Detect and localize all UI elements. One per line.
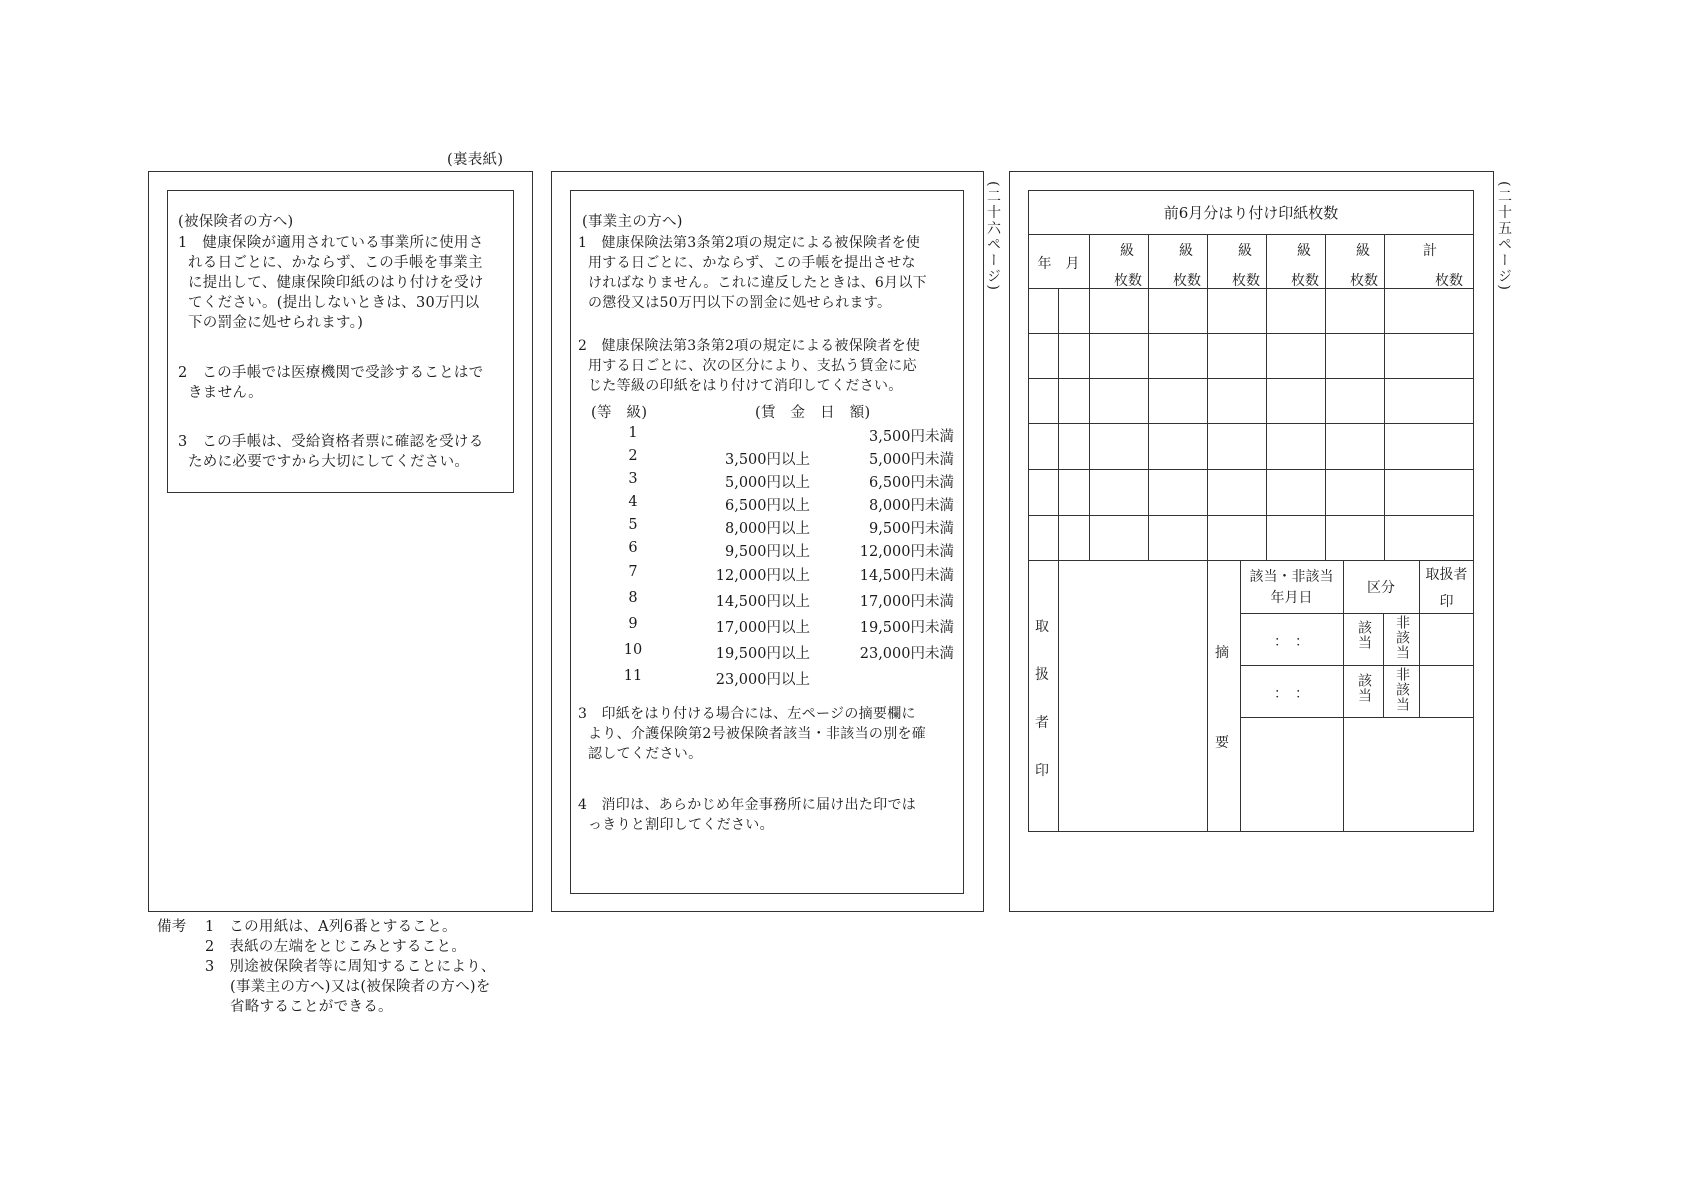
count-header-2: 枚数 <box>1173 273 1201 289</box>
wage-grade: 10 <box>623 642 643 658</box>
remarks-label: 備考 <box>157 919 187 935</box>
wage-from: 3,500円以上 <box>724 452 810 468</box>
grade-header-1: 級 <box>1120 243 1134 259</box>
wage-grade-header: (等 級) <box>591 405 648 421</box>
summary-char: 要 <box>1215 735 1229 751</box>
wage-row <box>578 425 958 445</box>
wage-grade: 4 <box>628 494 638 510</box>
total-count-header: 枚数 <box>1435 273 1463 289</box>
summary-char-2 <box>1215 732 1229 752</box>
grade-header-5: 級 <box>1356 243 1370 259</box>
handler-seal-char-2 <box>1035 664 1049 684</box>
count-header-1: 枚数 <box>1114 273 1142 289</box>
handler-seal-char: 取 <box>1035 619 1049 635</box>
grade-header-2: 級 <box>1179 243 1193 259</box>
remarks-item-1: 1 この用紙は、A列6番とすること。 <box>205 919 457 935</box>
applicable-label-1: 該当 <box>1356 620 1372 650</box>
wage-row <box>578 668 958 688</box>
grid-line <box>1240 613 1474 614</box>
wage-grade: 9 <box>628 616 638 632</box>
handler-seal-char-4 <box>1035 760 1049 780</box>
wage-row <box>578 564 958 584</box>
handler-seal-char-3 <box>1035 712 1049 732</box>
stamp-table-title: 前6月分はり付け印紙枚数 <box>1163 204 1339 222</box>
wage-grade: 5 <box>628 517 638 533</box>
grid-line <box>1058 288 1059 560</box>
wage-row <box>578 471 958 491</box>
wage-grade: 7 <box>628 564 638 580</box>
wage-from: 23,000円以上 <box>715 672 810 688</box>
grid-line <box>1089 234 1090 560</box>
not-applicable-label-1: 非該当 <box>1394 615 1410 660</box>
grid-line <box>1325 234 1326 560</box>
not-applicable-label-2: 非該当 <box>1394 667 1410 712</box>
insured-notice-item-2: 2 この手帳では医療機関で受診することはで きません。 <box>178 365 484 401</box>
applicable-label-2: 該当 <box>1356 673 1372 703</box>
wage-grade: 11 <box>623 668 643 684</box>
grid-line <box>1028 234 1474 235</box>
wage-row <box>578 448 958 468</box>
grade-header-4: 級 <box>1297 243 1311 259</box>
wage-from: 6,500円以上 <box>724 498 810 514</box>
wage-to: 14,500円未満 <box>859 568 954 584</box>
wage-row <box>578 590 958 610</box>
back-cover-label: (裏表紙) <box>447 152 504 168</box>
wage-from: 17,000円以上 <box>715 620 810 636</box>
date-placeholder-1: ： ： <box>1274 634 1309 650</box>
wage-to: 3,500円未満 <box>868 429 954 445</box>
wage-to: 19,500円未満 <box>859 620 954 636</box>
grid-line <box>1058 560 1059 832</box>
category-header: 区分 <box>1367 580 1395 596</box>
handler-seal-char-1 <box>1035 616 1049 636</box>
wage-to: 8,000円未満 <box>868 498 954 514</box>
grid-line <box>1028 560 1474 561</box>
wage-to: 5,000円未満 <box>868 452 954 468</box>
wage-to: 9,500円未満 <box>868 521 954 537</box>
handler-seal-char: 扱 <box>1035 667 1049 683</box>
wage-from: 8,000円以上 <box>724 521 810 537</box>
grid-line <box>1384 234 1385 560</box>
wage-row <box>578 517 958 537</box>
remarks-item-3-cont-1: (事業主の方へ)又は(被保険者の方へ)を <box>230 979 491 995</box>
employer-notice-item-1: 1 健康保険法第3条第2項の規定による被保険者を使 用する日ごとに、かならず、この手帳を提出させな ければなりません。これに違反したときは、6月以下 の懲役又は50万円以下の罰金に処せられます。 <box>578 235 927 311</box>
wage-grade: 3 <box>628 471 638 487</box>
applicable-date-header-line2: 年月日 <box>1270 590 1313 606</box>
insured-notice-item-1: 1 健康保険が適用されている事業所に使用さ れる日ごとに、かならず、この手帳を事業主 に提出して、健康保険印紙のはり付けを受け てください。(提出しないときは、30万円以 下の罰金に処せられます。) <box>178 235 484 331</box>
wage-row <box>578 616 958 636</box>
wage-row <box>578 494 958 514</box>
insured-notice-heading: (被保険者の方へ) <box>178 214 294 230</box>
employer-notice-heading: (事業主の方へ) <box>582 214 683 230</box>
insured-notice-item-3: 3 この手帳は、受給資格者票に確認を受ける ために必要ですから大切にしてください。 <box>178 434 484 470</box>
summary-char-1 <box>1215 642 1229 662</box>
grid-line <box>1207 560 1208 832</box>
handler-seal-char: 者 <box>1035 715 1049 731</box>
remarks-item-3-cont-2: 省略することができる。 <box>230 999 393 1015</box>
remarks-item-3: 3 別途被保険者等に周知することにより、 <box>205 959 496 975</box>
employer-notice-item-3: 3 印紙をはり付ける場合には、左ページの摘要欄に より、介護保険第2号被保険者該当・非該当の別を確 認してください。 <box>578 706 927 762</box>
grid-line <box>1343 560 1344 832</box>
wage-grade: 8 <box>628 590 638 606</box>
grid-line <box>1207 234 1208 560</box>
wage-grade: 2 <box>628 448 638 464</box>
grade-header-3: 級 <box>1238 243 1252 259</box>
grid-line <box>1266 234 1267 560</box>
page-26-label: (二十六ページ) <box>985 181 1001 292</box>
wage-grade: 6 <box>628 540 638 556</box>
wage-grade: 1 <box>628 425 638 441</box>
handler-header-line1: 取扱者 <box>1425 567 1468 583</box>
wage-from: 5,000円以上 <box>724 475 810 491</box>
count-header-5: 枚数 <box>1350 273 1378 289</box>
year-month-header: 年 月 <box>1037 256 1080 272</box>
wage-from: 12,000円以上 <box>715 568 810 584</box>
grid-line <box>1028 515 1474 516</box>
count-header-4: 枚数 <box>1291 273 1319 289</box>
wage-to: 12,000円未満 <box>859 544 954 560</box>
wage-amount-header: (賃 金 日 額) <box>755 405 871 421</box>
grid-line <box>1240 665 1474 666</box>
remarks-item-2: 2 表紙の左端をとじこみとすること。 <box>205 939 467 955</box>
grid-line <box>1028 423 1474 424</box>
total-header: 計 <box>1423 243 1437 259</box>
employer-notice-item-2: 2 健康保険法第3条第2項の規定による被保険者を使 用する日ごとに、次の区分により、支払う賃金に応 じた等級の印紙をはり付けて消印してください。 <box>578 338 921 394</box>
page-25-label: (二十五ページ) <box>1496 181 1512 292</box>
count-header-3: 枚数 <box>1232 273 1260 289</box>
wage-row <box>578 540 958 560</box>
grid-line <box>1028 333 1474 334</box>
wage-from: 9,500円以上 <box>724 544 810 560</box>
date-placeholder-2: ： ： <box>1274 686 1309 702</box>
handler-seal-char: 印 <box>1035 763 1049 779</box>
handler-header-line2: 印 <box>1439 594 1454 610</box>
wage-from: 14,500円以上 <box>715 594 810 610</box>
grid-line <box>1240 717 1474 718</box>
applicable-date-header-line1: 該当・非該当 <box>1249 569 1334 585</box>
grid-line <box>1148 234 1149 560</box>
grid-line <box>1028 378 1474 379</box>
wage-from: 19,500円以上 <box>715 646 810 662</box>
wage-row <box>578 642 958 662</box>
wage-to: 17,000円未満 <box>859 594 954 610</box>
wage-to: 23,000円未満 <box>859 646 954 662</box>
grid-line <box>1028 469 1474 470</box>
wage-to: 6,500円未満 <box>868 475 954 491</box>
employer-notice-item-4: 4 消印は、あらかじめ年金事務所に届け出た印では っきりと割印してください。 <box>578 797 917 833</box>
summary-char: 摘 <box>1215 645 1229 661</box>
